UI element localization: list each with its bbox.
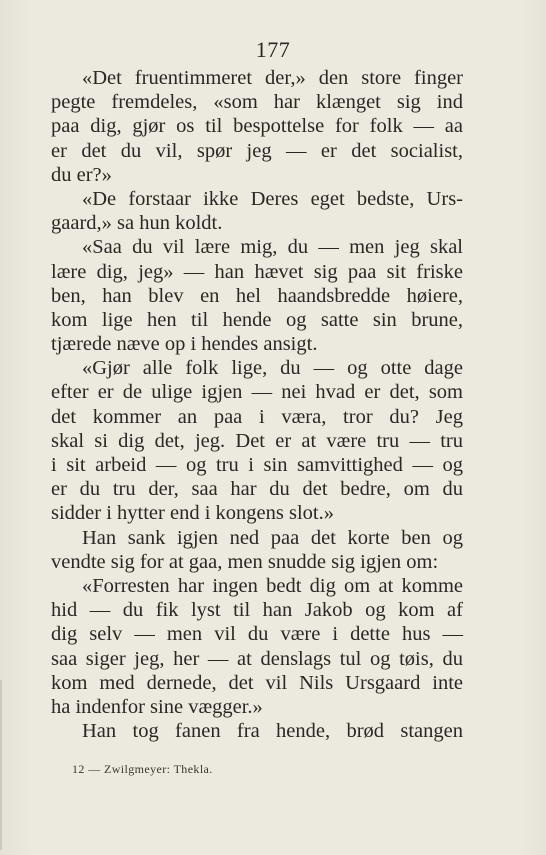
text-line: du er?» xyxy=(51,163,112,186)
page-edge-shadow xyxy=(0,680,2,850)
text-line: saa siger jeg, her — at denslags tul og tøis, du xyxy=(51,647,463,670)
text-line: Han tog fanen fra hende, brød stangen xyxy=(82,720,463,743)
text-line: «De forstaar ikke Deres eget bedste, Urs- xyxy=(82,187,463,210)
text-line: gaard,» sa hun koldt. xyxy=(51,212,223,235)
text-line: lære dig, jeg» — han hævet sig paa sit friske xyxy=(51,260,463,283)
text-line: ben, han blev en hel haandsbredde høiere, xyxy=(51,284,463,307)
text-line: vendte sig for at gaa, men snudde sig igjen om: xyxy=(51,550,439,573)
text-line: er det du vil, spør jeg — er det socialist, xyxy=(51,139,463,162)
text-line: «Saa du vil lære mig, du — men jeg skal xyxy=(82,236,463,259)
text-line: sidder i hytter end i kongens slot.» xyxy=(51,502,334,525)
text-line: hid — du fik lyst til han Jakob og kom af xyxy=(51,599,463,622)
text-line: «Forresten har ingen bedt dig om at komme xyxy=(82,574,463,597)
text-line: skal si dig det, jeg. Det er at være tru — tru xyxy=(51,429,463,452)
text-line: det kommer an paa i væra, tror du? Jeg xyxy=(51,405,463,428)
text-line: «Det fruentimmeret der,» den store finger xyxy=(82,67,463,89)
text-line: ha indenfor sine vægger.» xyxy=(51,695,263,718)
text-line: efter er de ulige igjen — nei hvad er det, som xyxy=(51,381,463,404)
body-text xyxy=(51,66,463,743)
text-line: er du tru der, saa har du det bedre, om du xyxy=(51,478,463,501)
text-line: Han sank igjen ned paa det korte ben og xyxy=(82,526,463,549)
text-line: kom lige hen til hende og satte sin brune, xyxy=(51,308,463,331)
text-line: tjærede næve op i hendes ansigt. xyxy=(51,333,318,356)
text-line: i sit arbeid — og tru i sin samvittighed — og xyxy=(51,454,463,476)
text-line: paa dig, gjør os til bespottelse for folk — aa xyxy=(51,115,463,138)
text-line: «Gjør alle folk lige, du — og otte dage xyxy=(82,357,463,380)
text-line: kom med dernede, det vil Nils Ursgaard inte xyxy=(51,671,463,694)
page-number: 177 xyxy=(255,37,291,62)
text-line: dig selv — men vil du være i dette hus — xyxy=(51,623,463,646)
signature-footer: 12 — Zwilgmeyer: Thekla. xyxy=(72,762,213,776)
text-line: pegte fremdeles, «som har klænget sig ind xyxy=(51,91,463,114)
